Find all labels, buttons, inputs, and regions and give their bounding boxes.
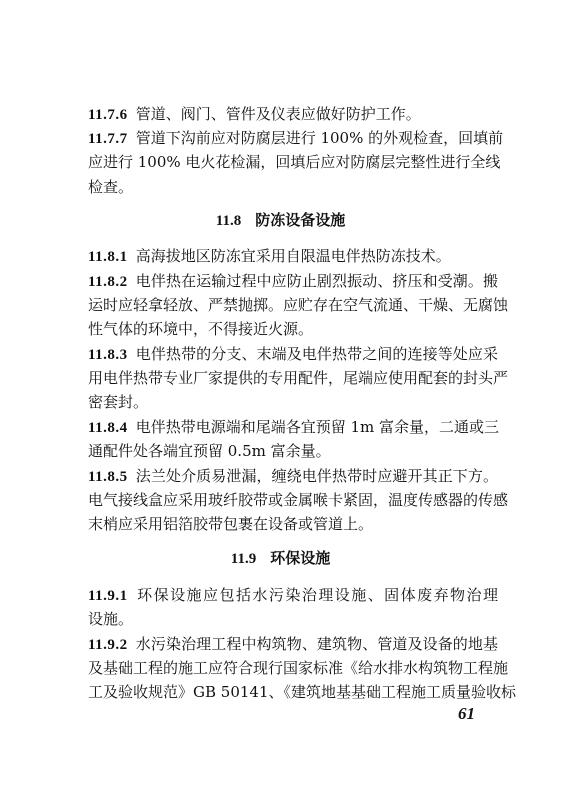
clause-text: 电伴热在运输过程中应防止剧烈振动、挤压和受潮。搬 — [135, 272, 498, 290]
clause-text: 电伴热带电源端和尾端各宜预留 1m 富余量，二通或三 — [135, 418, 499, 436]
clause-11-9-2-line-1 — [88, 634, 498, 655]
clause-11-9-2-line-3: 工及验收规范》GB 50141、《建筑地基基础工程施工质量验收标 — [88, 683, 516, 701]
clause-11-8-4-line-1 — [88, 417, 498, 438]
clause-11-7-7-line-1 — [88, 128, 504, 149]
clause-11-8-5-line-1 — [88, 466, 498, 487]
clause-number: 11.8.1 — [88, 249, 128, 265]
clause-11-8-3-line-1 — [88, 344, 498, 365]
clause-number: 11.8.3 — [88, 347, 128, 363]
clause-text: 管道下沟前应对防腐层进行 100% 的外观检查，回填前 — [135, 129, 504, 147]
clause-number: 11.8.5 — [88, 469, 128, 485]
section-title: 环保设施 — [270, 549, 331, 567]
clause-text: 水污染治理工程中构筑物、建筑物、管道及设备的地基 — [135, 635, 498, 653]
clause-number: 11.9.1 — [88, 588, 128, 604]
clause-11-8-1-line-1 — [88, 246, 498, 267]
clause-11-7-6-line-1 — [88, 104, 498, 125]
section-number: 11.8 — [215, 213, 242, 229]
clause-text: 电伴热带的分支、末端及电伴热带之间的连接等处应采 — [135, 345, 498, 363]
clause-11-9-2-line-2: 及基础工程的施工应符合现行国家标准《给水排水构筑物工程施 — [88, 659, 509, 677]
clause-number: 11.7.6 — [88, 107, 128, 123]
clause-11-8-2-line-3: 性气体的环境中，不得接近火源。 — [88, 320, 314, 338]
clause-11-9-1-line-1 — [88, 585, 498, 606]
clause-11-8-3-line-3: 密套封。 — [88, 393, 149, 411]
page-number: 61 — [458, 704, 475, 723]
clause-11-7-7-line-3: 检查。 — [88, 178, 134, 196]
clause-11-8-2-line-1 — [88, 271, 498, 292]
clause-11-8-3-line-2: 用电伴热带专业厂家提供的专用配件，尾端应使用配套的封头严 — [88, 369, 509, 387]
clause-text: 法兰处介质易泄漏，缠绕电伴热带时应避开其正下方。 — [135, 467, 498, 485]
clause-text: 管道、阀门、管件及仪表应做好防护工作。 — [135, 105, 421, 123]
clause-11-8-5-line-3: 末梢应采用铝箔胶带包裹在设备或管道上。 — [88, 515, 374, 533]
section-heading-11-9 — [0, 548, 561, 569]
clause-11-9-1-line-2: 设施。 — [88, 610, 134, 628]
clause-number: 11.8.2 — [88, 274, 128, 290]
clause-text: 高海拔地区防冻宜采用自限温电伴热防冻技术。 — [135, 247, 451, 265]
clause-11-8-2-line-2: 运时应轻拿轻放、严禁抛掷。应贮存在空气流通、干燥、无腐蚀 — [88, 296, 509, 314]
clause-text: 环保设施应包括水污染治理设施、固体废弃物治理 — [135, 586, 498, 604]
section-heading-11-8 — [0, 210, 561, 231]
clause-11-8-4-line-2: 通配件处各端宜预留 0.5m 富余量。 — [88, 442, 331, 460]
section-title: 防冻设备设施 — [255, 211, 346, 229]
clause-number: 11.8.4 — [88, 420, 128, 436]
clause-number: 11.7.7 — [88, 131, 128, 147]
clause-11-8-5-line-2: 电气接线盒应采用玻纤胶带或金属喉卡紧固，温度传感器的传感 — [88, 491, 509, 509]
clause-number: 11.9.2 — [88, 637, 128, 653]
section-number: 11.9 — [230, 551, 257, 567]
clause-11-7-7-line-2: 应进行 100% 电火花检漏，回填后应对防腐层完整性进行全线 — [88, 153, 501, 171]
